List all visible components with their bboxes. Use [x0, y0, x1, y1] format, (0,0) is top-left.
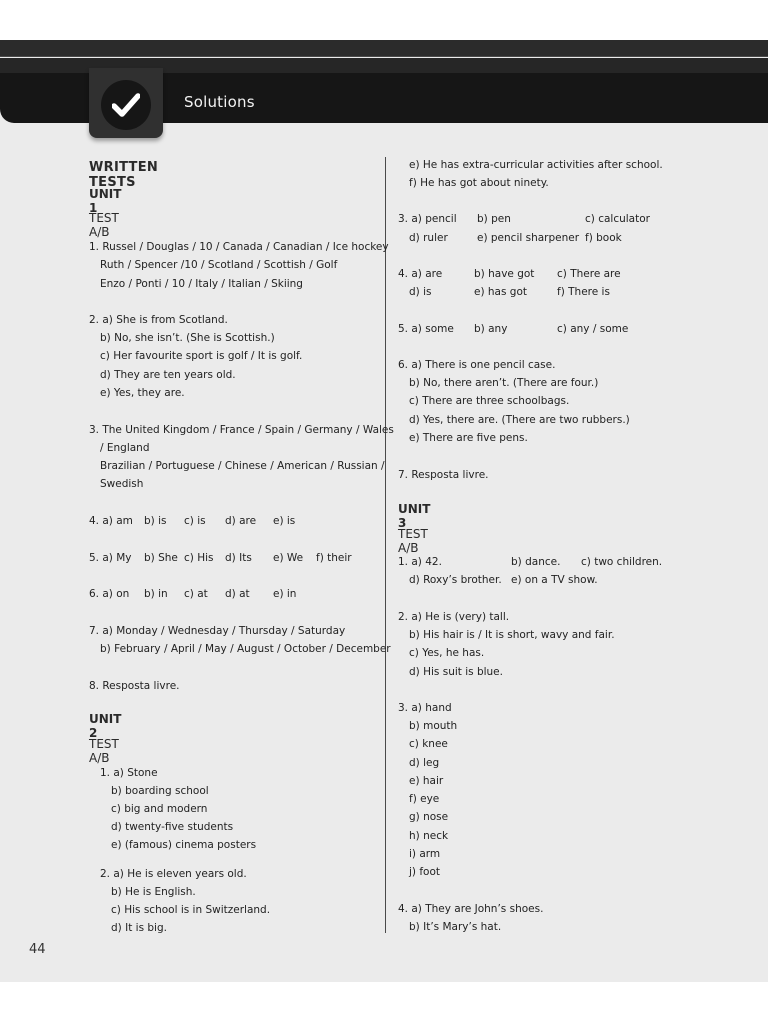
answer-item: e) in: [273, 588, 297, 600]
answer-line: f) He has got about ninety.: [409, 177, 549, 189]
answer-item: 4. a) are: [398, 268, 443, 280]
answer-line: c) There are three schoolbags.: [409, 395, 570, 407]
answer-item: 5. a) some: [398, 323, 454, 335]
answer-line: Brazilian / Portuguese / Chinese / American / Russian /: [100, 460, 385, 472]
answer-item: f) their: [316, 552, 352, 564]
answer-line: Ruth / Spencer /10 / Scotland / Scottish / Golf: [100, 259, 338, 271]
answer-item: 1. a) 42.: [398, 556, 442, 568]
checkmark-icon: [112, 92, 140, 118]
answer-line: d) His suit is blue.: [409, 666, 503, 678]
answer-line: 7. a) Monday / Wednesday / Thursday / Saturday: [89, 625, 346, 637]
answer-line: f) eye: [409, 793, 440, 805]
page-heading: WRITTEN TESTS: [89, 160, 159, 190]
answer-line: c) knee: [409, 738, 448, 750]
answer-item: e) has got: [474, 286, 527, 298]
answer-item: 6. a) on: [89, 588, 130, 600]
answer-line: e) hair: [409, 775, 444, 787]
answer-item: e) pencil sharpener: [477, 232, 580, 244]
unit-3-title: UNIT 3: [398, 502, 431, 530]
answer-line: c) big and modern: [111, 803, 208, 815]
answer-line: d) They are ten years old.: [100, 369, 236, 381]
unit-1-title: UNIT 1: [89, 187, 122, 215]
answer-line: 6. a) There is one pencil case.: [398, 359, 556, 371]
answer-item: b) in: [144, 588, 168, 600]
top-band: [0, 40, 768, 57]
answer-line: 1. a) Stone: [100, 767, 158, 779]
answer-line: b) He is English.: [111, 886, 196, 898]
badge-circle: [101, 80, 151, 130]
answer-item: b) is: [144, 515, 167, 527]
unit-2-title: UNIT 2: [89, 712, 122, 740]
answer-line: e) Yes, they are.: [100, 387, 185, 399]
answer-item: 5. a) My: [89, 552, 132, 564]
answer-line: b) It’s Mary’s hat.: [409, 921, 502, 933]
answer-item: c) any / some: [557, 323, 629, 335]
answer-item: d) are: [225, 515, 257, 527]
answer-line: 4. a) They are John’s shoes.: [398, 903, 544, 915]
answer-line: d) Yes, there are. (There are two rubbers.): [409, 414, 630, 426]
answer-line: 8. Resposta livre.: [89, 680, 180, 692]
answer-item: c) is: [184, 515, 206, 527]
answer-line: d) leg: [409, 757, 440, 769]
answer-item: b) She: [144, 552, 178, 564]
answer-line: e) There are five pens.: [409, 432, 528, 444]
answer-line: 3. The United Kingdom / France / Spain / Germany / Wales: [89, 424, 394, 436]
answer-item: b) dance.: [511, 556, 561, 568]
answer-item: f) There is: [557, 286, 610, 298]
answer-line: Swedish: [100, 478, 144, 490]
answer-line: 1. Russel / Douglas / 10 / Canada / Canadian / Ice hockey: [89, 241, 389, 253]
answer-item: d) Its: [225, 552, 252, 564]
answer-line: 2. a) He is (very) tall.: [398, 611, 510, 623]
answer-line: d) It is big.: [111, 922, 167, 934]
unit-1-test: TEST A/B: [89, 211, 119, 239]
answer-line: b) February / April / May / August / October / December: [100, 643, 391, 655]
page-number: 44: [29, 942, 46, 957]
answer-item: b) any: [474, 323, 508, 335]
answer-line: b) His hair is / It is short, wavy and fair.: [409, 629, 615, 641]
section-badge: [89, 68, 163, 138]
answer-line: c) Her favourite sport is golf / It is golf.: [100, 350, 303, 362]
answer-line: b) boarding school: [111, 785, 209, 797]
answer-line: b) No, there aren’t. (There are four.): [409, 377, 599, 389]
answer-line: b) mouth: [409, 720, 458, 732]
answer-item: e) We: [273, 552, 304, 564]
answer-item: 4. a) am: [89, 515, 133, 527]
answer-line: 2. a) He is eleven years old.: [100, 868, 247, 880]
answer-item: d) at: [225, 588, 250, 600]
answer-item: d) is: [409, 286, 432, 298]
section-title: Solutions: [184, 93, 255, 111]
answer-item: c) There are: [557, 268, 621, 280]
answer-line: e) (famous) cinema posters: [111, 839, 257, 851]
answer-line: / England: [100, 442, 150, 454]
answer-line: 3. a) hand: [398, 702, 452, 714]
answer-line: d) twenty-five students: [111, 821, 234, 833]
answer-line: b) No, she isn’t. (She is Scottish.): [100, 332, 275, 344]
answer-item: b) have got: [474, 268, 535, 280]
answer-line: j) foot: [409, 866, 441, 878]
answer-line: c) Yes, he has.: [409, 647, 485, 659]
answer-item: e) on a TV show.: [511, 574, 598, 586]
answer-item: d) ruler: [409, 232, 448, 244]
answer-line: Enzo / Ponti / 10 / Italy / Italian / Skiing: [100, 278, 303, 290]
answer-item: 3. a) pencil: [398, 213, 457, 225]
answer-line: 7. Resposta livre.: [398, 469, 489, 481]
answer-line: c) His school is in Switzerland.: [111, 904, 271, 916]
answer-item: d) Roxy’s brother.: [409, 574, 502, 586]
answer-item: c) at: [184, 588, 208, 600]
answer-line: 2. a) She is from Scotland.: [89, 314, 228, 326]
answer-line: i) arm: [409, 848, 441, 860]
answer-item: e) is: [273, 515, 296, 527]
answer-line: e) He has extra-curricular activities after school.: [409, 159, 663, 171]
column-divider: [385, 157, 386, 933]
answer-item: c) two children.: [581, 556, 663, 568]
answer-item: c) calculator: [585, 213, 650, 225]
answer-item: b) pen: [477, 213, 511, 225]
unit-3-test: TEST A/B: [398, 527, 428, 555]
answer-item: c) His: [184, 552, 214, 564]
unit-2-test: TEST A/B: [89, 737, 119, 765]
answer-item: f) book: [585, 232, 622, 244]
answer-line: g) nose: [409, 811, 449, 823]
answer-line: h) neck: [409, 830, 449, 842]
